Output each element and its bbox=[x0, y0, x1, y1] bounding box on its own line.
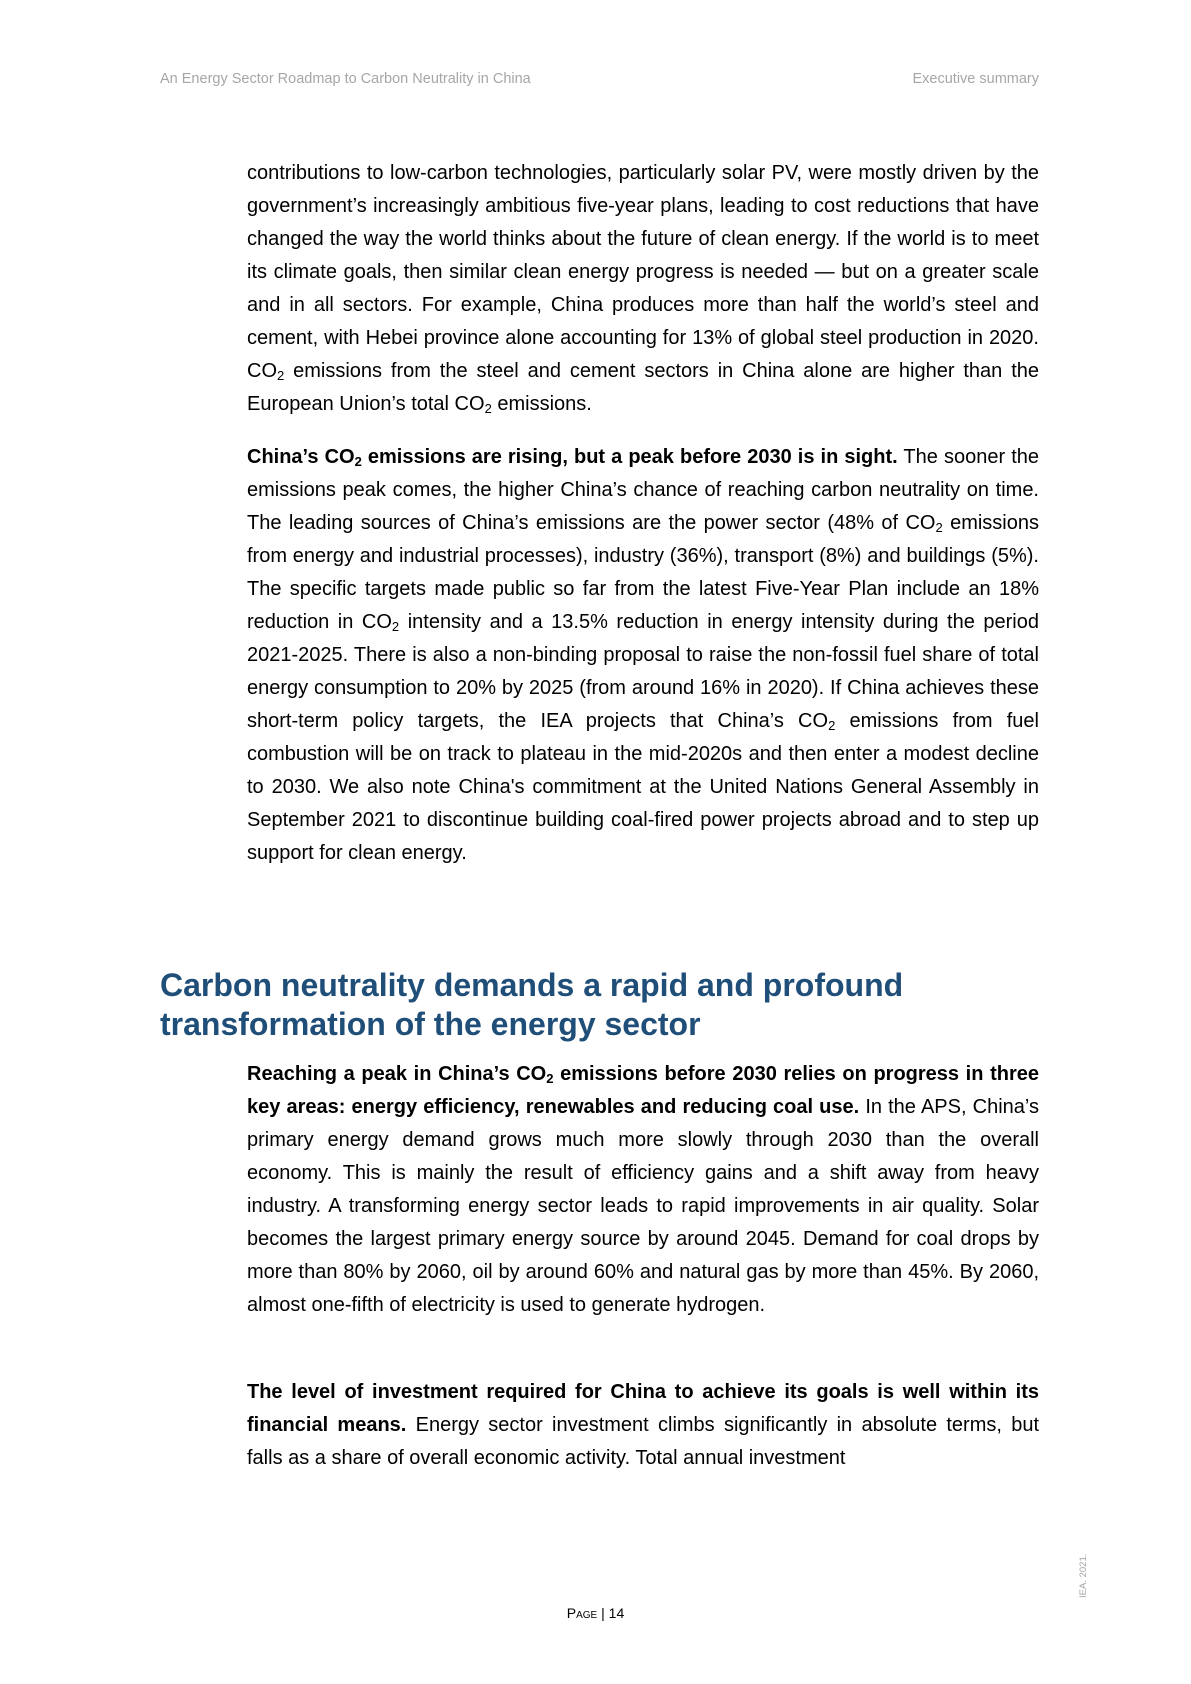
text-run: emissions from the steel and cement sectors in China alone are higher than the European Union’s total CO bbox=[247, 360, 1039, 415]
bold-run: China’s CO bbox=[247, 446, 355, 468]
text-run: The sooner the emissions peak comes, the higher China’s chance of reaching carbon neutrality on time. The leading sources of China’s emissions are the power sector (48% of CO bbox=[247, 446, 1040, 534]
bold-run: emissions are rising, but a peak before 2030 is in sight. bbox=[361, 446, 898, 468]
bold-run: Reaching a peak in China’s CO bbox=[247, 1063, 547, 1085]
page-separator: | bbox=[597, 1605, 609, 1621]
subscript: 2 bbox=[546, 1071, 554, 1086]
page-footer bbox=[0, 1605, 1191, 1621]
section-heading: Carbon neutrality demands a rapid and profound transformation of the energy sector bbox=[160, 967, 904, 1042]
bold-run: emissions before 2030 relies on progress in three key areas: energy efficiency, renewables and reducing coal use. bbox=[247, 1063, 1040, 1118]
subscript: 2 bbox=[484, 401, 492, 416]
text-run: In the APS, China’s primary energy demand grows much more slowly through 2030 than the overall economy. This is mainly the result of efficiency gains and a shift away from heavy industry. A transforming energy sector leads to rapid improvements in air quality. Solar becomes the largest primary energy source by around 2045. Demand for coal drops by more than 80% by 2060, oil by around 60% and natural gas by more than 45%. By 2060, almost one-fifth of electricity is used to generate hydrogen. bbox=[247, 1096, 1039, 1316]
running-header-right: Executive summary bbox=[912, 71, 1039, 87]
subscript: 2 bbox=[828, 718, 836, 733]
bold-subscript bbox=[355, 446, 362, 468]
text-run: Energy sector investment climbs significantly in absolute terms, but falls as a share of overall economic activity. Total annual investment bbox=[247, 1414, 1039, 1469]
text-run: intensity and a 13.5% reduction in energy intensity during the period 2021-2025. There is also a non-binding proposal to raise the non-fossil fuel share of total energy consumption to 20% by 2025 (from around 16% in 2020). If China achieves these short-term policy targets, the IEA projects that China’s CO bbox=[247, 611, 1039, 732]
subscript: 2 bbox=[391, 619, 400, 634]
copyright-notice: IEA. 2021. bbox=[1078, 1553, 1089, 1598]
page-number: 14 bbox=[608, 1605, 625, 1621]
text-run: emissions. bbox=[491, 393, 592, 415]
subscript: 2 bbox=[354, 454, 362, 469]
page-label: Page bbox=[566, 1605, 598, 1621]
bold-run: The level of investment required for China to achieve its goals is well within its financial means. bbox=[247, 1381, 1039, 1436]
text-run: emissions from fuel combustion will be on track to plateau in the mid-2020s and then enter a modest decline to 2030. We also note China's commitment at the United Nations General Assembly in September 2021 to discontinue building coal-fired power projects abroad and to step up support for clean energy. bbox=[247, 710, 1039, 864]
text-run: emissions from energy and industrial processes), industry (36%), transport (8%) and buildings (5%). The specific targets made public so far from the latest Five-Year Plan include an 18% reduction in CO bbox=[247, 512, 1039, 633]
paragraph-1 bbox=[247, 157, 1039, 421]
paragraph-3 bbox=[247, 1058, 1039, 1322]
subscript: 2 bbox=[277, 368, 285, 383]
subscript: 2 bbox=[935, 520, 943, 535]
text-run: contributions to low-carbon technologies, particularly solar PV, were mostly driven by the government’s increasingly ambitious five-year plans, leading to cost reductions that have changed the way the world thinks about the future of clean energy. If the world is to meet its climate goals, then similar clean energy progress is needed — but on a greater scale and in all sectors. For example, China produces more than half the world’s steel and cement, with Hebei province alone accounting for 13% of global steel production in 2020. CO bbox=[247, 162, 1039, 382]
running-header-left: An Energy Sector Roadmap to Carbon Neutrality in China bbox=[160, 71, 531, 87]
paragraph-4 bbox=[247, 1376, 1039, 1475]
paragraph-2 bbox=[247, 441, 1039, 870]
